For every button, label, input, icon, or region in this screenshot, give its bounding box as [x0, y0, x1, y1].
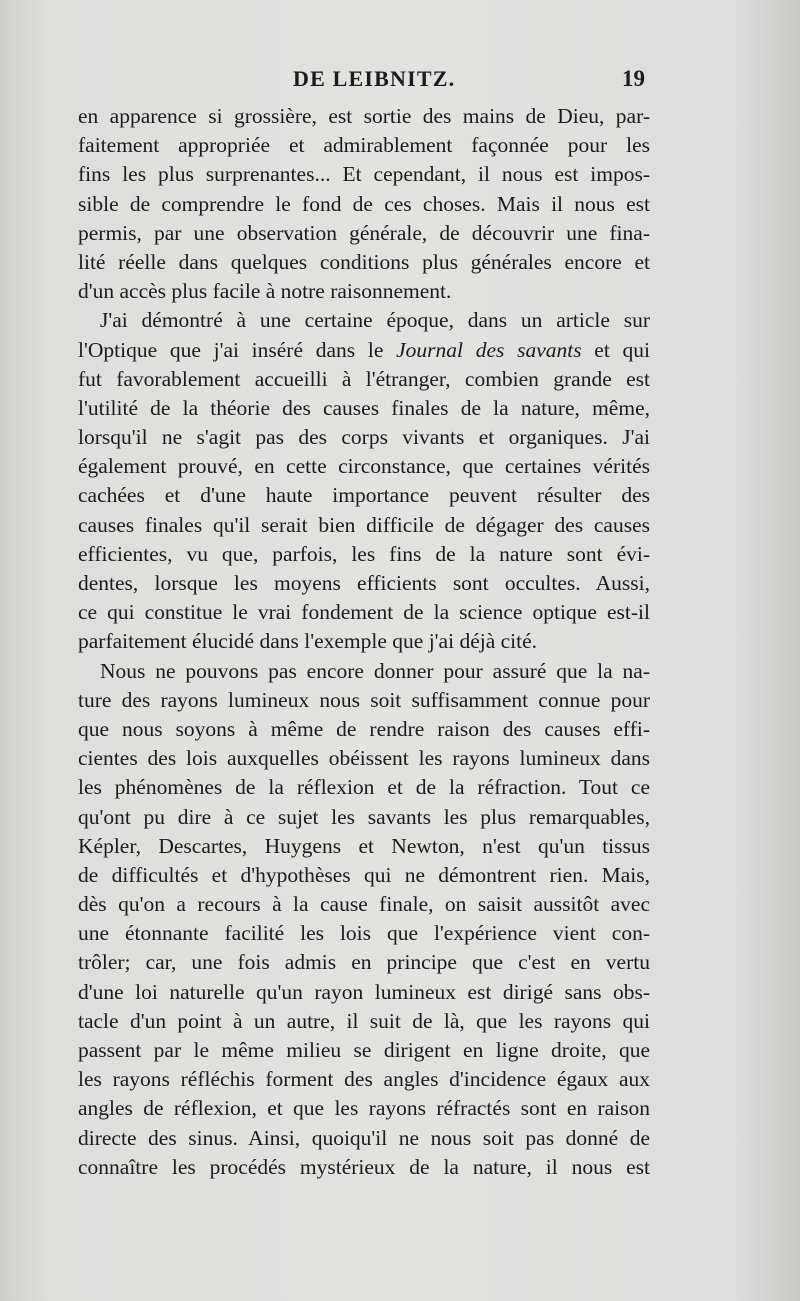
text-line: une étonnante facilité les lois que l'expérience vient con-	[78, 921, 650, 946]
text-line: J'ai démontré à une certaine époque, dans un article sur	[100, 308, 650, 333]
body-text	[78, 102, 650, 1182]
text-line: causes finales qu'il serait bien difficile de dégager des causes	[78, 512, 650, 537]
text-fragment: l'Optique que j'ai inséré dans le	[78, 337, 384, 362]
text-line: sible de comprendre le fond de ces choses. Mais il nous est	[78, 191, 650, 216]
text-line: parfaitement élucidé dans l'exemple que j'ai déjà cité.	[78, 629, 538, 654]
text-line: cientes des lois auxquelles obéissent les rayons lumineux dans	[78, 746, 650, 771]
text-line-with-italic	[78, 336, 650, 365]
text-line: ture des rayons lumineux nous soit suffisamment connue pour	[78, 687, 650, 712]
text-line: ce qui constitue le vrai fondement de la science optique est-il	[78, 600, 650, 625]
text-line: fins les plus surprenantes... Et cependant, il nous est impos-	[78, 162, 650, 187]
journal-title-italic: Journal des savants	[396, 337, 582, 362]
running-head	[0, 66, 800, 100]
text-line: cachées et d'une haute importance peuvent résulter des	[78, 483, 650, 508]
text-line: directe des sinus. Ainsi, quoiqu'il ne nous soit pas donné de	[78, 1125, 650, 1150]
text-line: lorsqu'il ne s'agit pas des corps vivants et organiques. J'ai	[78, 425, 650, 450]
text-line: dès qu'on a recours à la cause finale, on saisit aussitôt avec	[78, 892, 650, 917]
text-line: efficientes, vu que, parfois, les fins de la nature sont évi-	[78, 541, 650, 566]
text-line: que nous soyons à même de rendre raison des causes effi-	[78, 716, 650, 741]
text-line: l'utilité de la théorie des causes finales de la nature, même,	[78, 395, 650, 420]
text-line: permis, par une observation générale, de découvrir une fina-	[78, 220, 650, 245]
text-line: les rayons réfléchis forment des angles d'incidence égaux aux	[78, 1067, 650, 1092]
text-line: les phénomènes de la réflexion et de la réfraction. Tout ce	[78, 775, 650, 800]
text-line: dentes, lorsque les moyens efficients sont occultes. Aussi,	[78, 571, 650, 595]
text-line: de difficultés et d'hypothèses qui ne démontrent rien. Mais,	[78, 862, 650, 887]
running-head-title: DE LEIBNITZ.	[293, 66, 456, 91]
text-line: passent par le même milieu se dirigent en ligne droite, que	[78, 1038, 650, 1062]
text-line: d'un accès plus facile à notre raisonnement.	[78, 279, 452, 304]
text-line: angles de réflexion, et que les rayons réfractés sont en raison	[78, 1096, 650, 1121]
text-line: connaître les procédés mystérieux de la nature, il nous est	[78, 1154, 650, 1179]
text-line: en apparence si grossière, est sortie des mains de Dieu, par-	[78, 104, 650, 128]
text-line: tacle d'un point à un autre, il suit de là, que les rayons qui	[78, 1008, 650, 1033]
text-fragment: et qui	[594, 337, 651, 362]
text-line: qu'ont pu dire à ce sujet les savants les plus remarquables,	[78, 804, 650, 829]
text-line: faitement appropriée et admirablement façonnée pour les	[78, 133, 650, 158]
text-line: Képler, Descartes, Huygens et Newton, n'est qu'un tissus	[78, 833, 650, 858]
text-line: fut favorablement accueilli à l'étranger, combien grande est	[78, 366, 650, 391]
text-line: lité réelle dans quelques conditions plus générales encore et	[78, 249, 650, 274]
text-line: trôler; car, une fois admis en principe que c'est en vertu	[78, 950, 650, 975]
text-line: d'une loi naturelle qu'un rayon lumineux est dirigé sans obs-	[78, 979, 650, 1004]
text-line: Nous ne pouvons pas encore donner pour assuré que la na-	[100, 658, 650, 683]
page-number: 19	[622, 66, 645, 91]
text-line: également prouvé, en cette circonstance, que certaines vérités	[78, 454, 650, 479]
